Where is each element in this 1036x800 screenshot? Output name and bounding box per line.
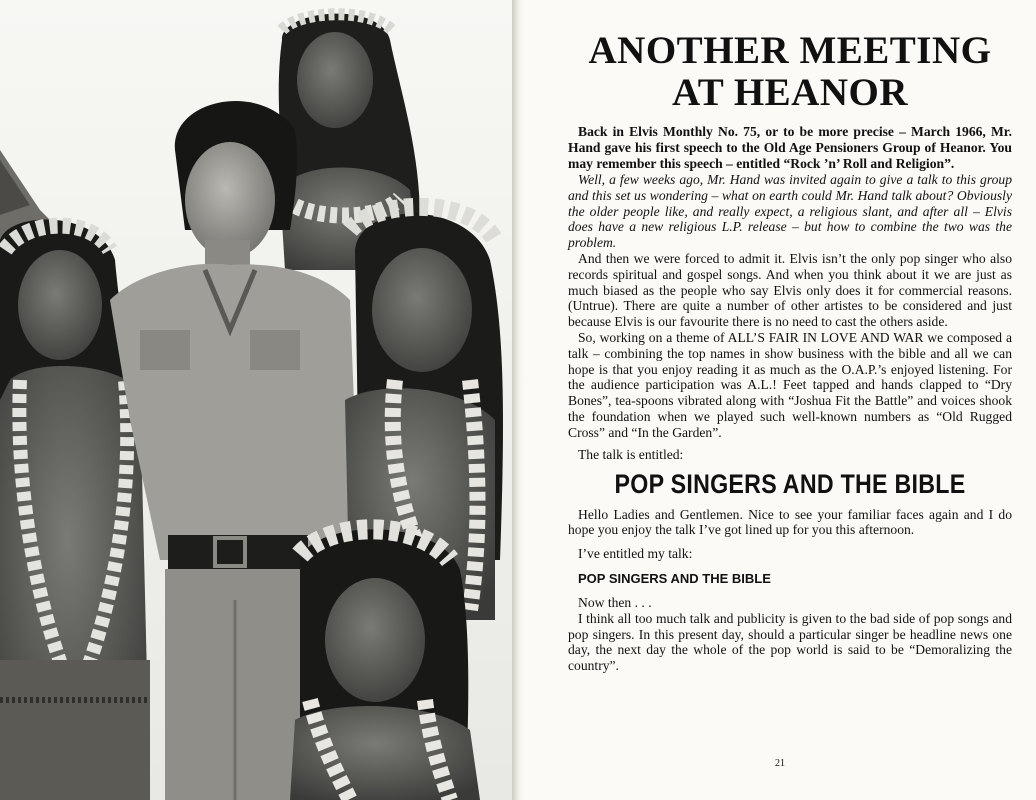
intro-paragraph: Back in Elvis Monthly No. 75, or to be more precise – March 1966, Mr. Hand gave his first speech to the Old Age Pensioners Group of Heanor. You may remember this speech – entitled “Rock ’n’ Roll and Religion”. [568,124,1012,171]
article [568,30,1012,674]
text-page [524,0,1036,800]
photo-page [0,0,512,800]
page-gutter [512,0,524,800]
title-line-1: ANOTHER MEETING [588,29,992,72]
closing-paragraph: I think all too much talk and publicity is given to the bad side of pop songs and pop singers. In this present day, should a particular singer be headline news one day, the next day the whole of the pop world is said to be “Demoralizing the country”. [568,610,1012,674]
italic-paragraph: Well, a few weeks ago, Mr. Hand was invited again to give a talk to this group and this set us wondering – what on earth could Mr. Hand talk about? Obviously the older people like, and really expect, a religious slant, and after all – Elvis does have a new religious L.P. release – but how to combine the two was the problem. [568,172,1012,251]
talk-small-heading: POP SINGERS AND THE BIBLE [578,570,771,586]
talk-title: POP SINGERS AND THE BIBLE [614,468,966,499]
page-number: 21 [775,758,785,769]
talk-entitled-line: The talk is entitled: [578,446,684,462]
now-then-line: Now then . . . [578,594,652,610]
body-paragraph-2: And then we were forced to admit it. Elvis isn’t the only pop singer who also records spiritual and gospel songs. And when you think about it we are just as much biased as the people who say Elvis only does it for commercial reasons. (Untrue). There are quite a number of other artistes to be considered and just because Elvis is our favourite there is no need to cast the others aside. [568,250,1012,330]
group-photo [0,0,512,800]
entitled-my-talk-line: I’ve entitled my talk: [578,546,693,562]
title-line-2: AT HEANOR [671,71,908,114]
hello-paragraph: Hello Ladies and Gentlemen. Nice to see your familiar faces again and I do hope you enjoy the talk I’ve got lined up for you this afternoon. [568,506,1012,538]
body-paragraph-3: So, working on a theme of ALL’S FAIR IN LOVE AND WAR we composed a talk – combining the top names in show business with the bible and all we can hope is that you enjoy reading it as much as the O.A.P.’s enjoyed listening. For the audience participation was A.L.! Feet tapped and hands clapped to “Dry Bones”, tea-spoons vibrated along with “Joshua Fit the Battle” and voices shook the foundation when we played such well-known numbers as “Old Rugged Cross” and “In the Garden”. [568,329,1012,440]
article-title [568,30,1012,114]
